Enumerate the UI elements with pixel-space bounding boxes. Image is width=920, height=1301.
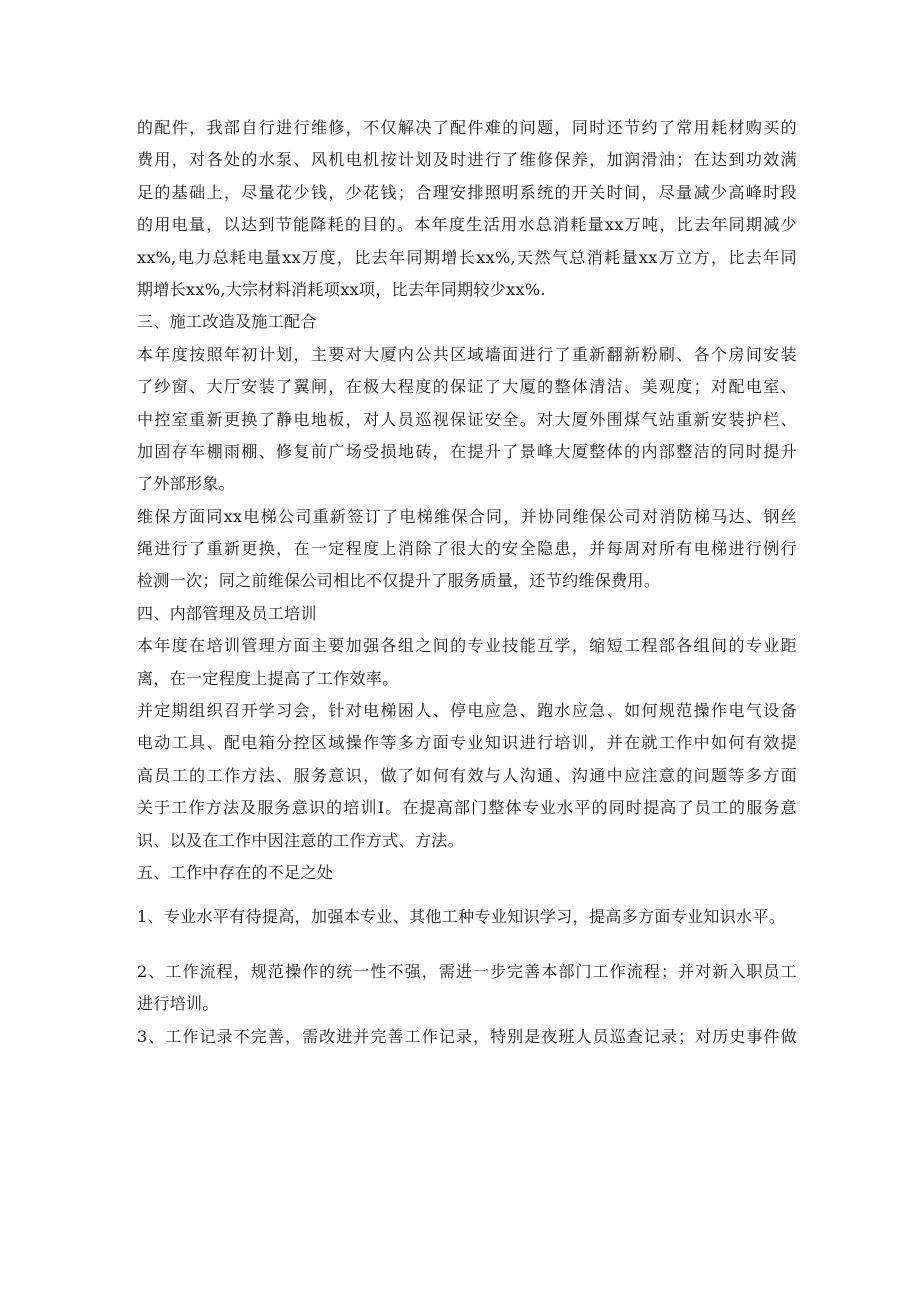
paragraph-study-sessions bbox=[137, 695, 797, 857]
text-line: 费用，对各处的水泵、风机电机按计划及时进行了维修保养，加润滑油；在达到功效满 bbox=[137, 150, 797, 170]
text-line: 维保方面同xx电梯公司重新签订了电梯维保合同，并协同维保公司对消防梯马达、钢丝 bbox=[137, 506, 797, 526]
text-line: 离，在一定程度上提高了工作效率。 bbox=[137, 668, 399, 688]
list-item bbox=[137, 901, 797, 933]
text-line: 绳进行了重新更换，在一定程度上消除了很大的安全隐患，并每周对所有电梯进行例行 bbox=[137, 539, 797, 559]
section-heading-construction: 三、施工改造及施工配合 bbox=[137, 312, 317, 332]
text-line: 加固存车棚雨棚、修复前广场受损地砖，在提升了景峰大厦整体的内部整洁的同时提升 bbox=[137, 441, 797, 461]
text-line: 2、工作流程，规范操作的统一性不强，需进一步完善本部门工作流程；并对新入职员工 bbox=[137, 961, 797, 981]
text-line: 本年度按照年初计划，主要对大厦内公共区域墙面进行了重新翻新粉刷、各个房间安装 bbox=[137, 344, 797, 364]
text-line: 本年度在培训管理方面主要加强各组之间的专业技能互学，缩短工程部各组间的专业距 bbox=[137, 636, 797, 656]
text-line: 并定期组织召开学习会，针对电梯困人、停电应急、跑水应急、如何规范操作电气设备 bbox=[137, 701, 797, 721]
text-line: 了纱窗、大厅安装了翼闸，在极大程度的保证了大厦的整体清洁、美观度；对配电室、 bbox=[137, 377, 797, 397]
text-line: 的配件，我部自行进行维修，不仅解决了配件难的问题，同时还节约了常用耗材购买的 bbox=[137, 118, 797, 137]
text-line: 中控室重新更换了静电地板，对人员巡视保证安全。对大厦外围煤气站重新安装护栏、 bbox=[137, 409, 797, 429]
text-line: 足的基础上，尽量花少钱，少花钱；合理安排照明系统的开关时间，尽量减少高峰时段 bbox=[137, 182, 797, 202]
list-item bbox=[137, 1021, 797, 1053]
text-line: 识、以及在工作中因注意的工作方式、方法。 bbox=[137, 830, 465, 850]
text-line: xx%,电力总耗电量xx万度，比去年同期增长xx%,天然气总消耗量xx万立方，比去年同 bbox=[137, 247, 797, 267]
text-line: 高员工的工作方法、服务意识，做了如何有效与人沟通、沟通中应注意的问题等多方面 bbox=[137, 765, 797, 785]
text-line: 3、工作记录不完善，需改进并完善工作记录，特别是夜班人员巡查记录；对历史事件做 bbox=[137, 1026, 797, 1046]
text-line: 进行培训。 bbox=[137, 994, 219, 1014]
text-line: 1、专业水平有待提高，加强本专业、其他工种专业知识学习，提高多方面专业知识水平。 bbox=[137, 907, 786, 927]
text-line: 关于工作方法及服务意识的培训I。在提高部门整体专业水平的同时提高了员工的服务意 bbox=[137, 798, 797, 818]
section-heading-training: 四、内部管理及员工培训 bbox=[137, 603, 317, 623]
section-heading-shortcomings: 五、工作中存在的不足之处 bbox=[137, 862, 334, 882]
paragraph-energy-saving bbox=[137, 112, 797, 306]
list-item bbox=[137, 956, 797, 1021]
paragraph-training-management bbox=[137, 630, 797, 695]
paragraph-renovation bbox=[137, 339, 797, 501]
document-page bbox=[137, 112, 797, 1053]
text-line: 的用电量，以达到节能降耗的目的。本年度生活用水总消耗量xx万吨，比去年同期减少 bbox=[137, 215, 797, 235]
paragraph-elevator-maintenance bbox=[137, 501, 797, 598]
text-line: 期增长xx%,大宗材料消耗项xx项，比去年同期较少xx%. bbox=[137, 279, 546, 299]
text-line: 电动工具、配电箱分控区域操作等多方面专业知识进行培训，并在就工作中如何有效提 bbox=[137, 733, 797, 753]
text-line: 了外部形象。 bbox=[137, 474, 236, 494]
text-line: 检测一次；同之前维保公司相比不仅提升了服务质量，还节约维保费用。 bbox=[137, 571, 661, 591]
